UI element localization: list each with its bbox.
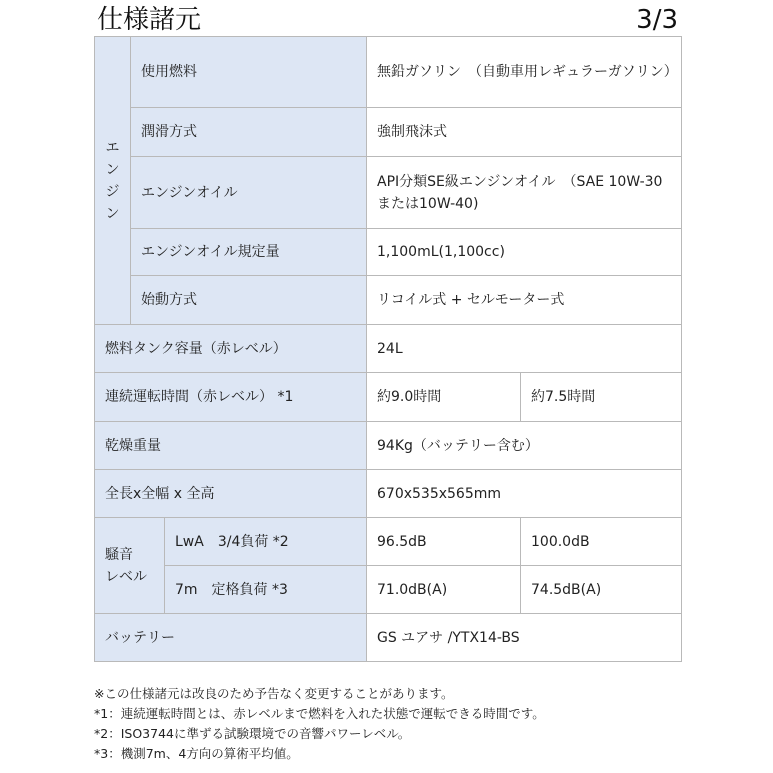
noise-group-label: 騒音 レベル (95, 518, 165, 614)
table-row (95, 373, 682, 422)
starting-method-value: リコイル式 + セルモーター式 (367, 276, 682, 325)
page-title: 仕様諸元 (97, 5, 202, 35)
dry-weight-value: 94Kg（バッテリー含む） (367, 422, 682, 470)
table-row (95, 276, 682, 325)
fuel-type-value: 無鉛ガソリン （自動車用レギュラーガソリン） (367, 37, 682, 108)
table-row (95, 108, 682, 157)
table-row (95, 37, 682, 108)
noise-lwa-value-b: 100.0dB (521, 518, 682, 566)
table-row (95, 422, 682, 470)
runtime-label: 連続運転時間（赤レベル） *1 (95, 373, 367, 422)
noise-7m-value-b: 74.5dB(A) (521, 566, 682, 614)
runtime-value-a: 約9.0時間 (367, 373, 521, 422)
noise-7m-label: 7m 定格負荷 *3 (165, 566, 367, 614)
page-number: 3/3 (636, 5, 678, 35)
engine-group-label: エ ン ジ ン (95, 37, 131, 325)
table-row (95, 229, 682, 276)
engine-oil-label: エンジンオイル (131, 157, 367, 229)
battery-value: GS ユアサ /YTX14-BS (367, 614, 682, 662)
dimensions-value: 670x535x565mm (367, 470, 682, 518)
starting-method-label: 始動方式 (131, 276, 367, 325)
engine-oil-value: API分類SE級エンジンオイル （SAE 10W-30または10W-40) (367, 157, 682, 229)
oil-capacity-value: 1,100mL(1,100cc) (367, 229, 682, 276)
spec-table (94, 36, 682, 662)
table-row (95, 157, 682, 229)
table-row (95, 470, 682, 518)
footnotes (94, 684, 545, 764)
noise-lwa-label: LwA 3/4負荷 *2 (165, 518, 367, 566)
noise-7m-value-a: 71.0dB(A) (367, 566, 521, 614)
note-2: *2：ISO3744に準ずる試験環境での音響パワーレベル。 (94, 726, 411, 741)
note-3: *3：機測7m、4方向の算術平均値。 (94, 746, 299, 761)
lubrication-label: 潤滑方式 (131, 108, 367, 157)
dimensions-label: 全長x全幅 x 全高 (95, 470, 367, 518)
fuel-type-label: 使用燃料 (131, 37, 367, 108)
lubrication-value: 強制飛沫式 (367, 108, 682, 157)
dry-weight-label: 乾燥重量 (95, 422, 367, 470)
table-row (95, 518, 682, 566)
fuel-tank-label: 燃料タンク容量（赤レベル） (95, 325, 367, 373)
noise-lwa-value-a: 96.5dB (367, 518, 521, 566)
table-row (95, 325, 682, 373)
note-disclaimer: ※この仕様諸元は改良のため予告なく変更することがあります。 (94, 686, 454, 701)
note-1: *1：連続運転時間とは、赤レベルまで燃料を入れた状態で運転できる時間です。 (94, 706, 545, 721)
battery-label: バッテリー (95, 614, 367, 662)
runtime-value-b: 約7.5時間 (521, 373, 682, 422)
table-row (95, 614, 682, 662)
oil-capacity-label: エンジンオイル規定量 (131, 229, 367, 276)
table-row (95, 566, 682, 614)
fuel-tank-value: 24L (367, 325, 682, 373)
